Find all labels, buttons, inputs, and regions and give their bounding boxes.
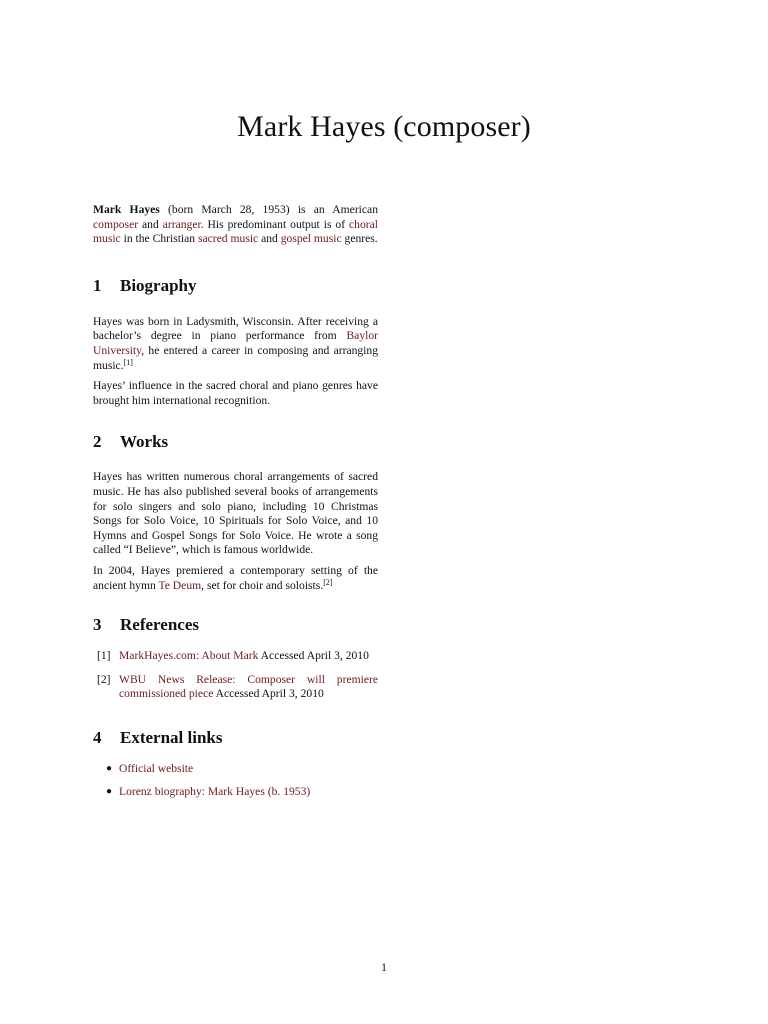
intro-text: genres. [341,232,378,246]
section-title: External links [120,727,223,747]
section-number: 4 [93,727,102,747]
section-heading-external-links [93,728,378,748]
citation-1-link[interactable]: [1] [123,357,133,367]
section-heading-references [93,615,378,635]
section-number: 1 [93,275,102,295]
composer-link[interactable]: composer [93,217,139,231]
subject-name: Mark Hayes [93,203,160,216]
reference-item [93,649,378,664]
official-website-link[interactable]: Official website [119,761,194,775]
section-number: 3 [93,615,102,635]
body-text: , set for choir and soloists. [201,578,324,592]
intro-text: . His predominant output is of [200,217,350,231]
choral-music-link[interactable]: choral music [93,217,378,246]
citation-2-link[interactable]: [2] [323,577,333,587]
reference-number: [2] [97,672,111,686]
biography-paragraph-2: Hayes’ influence in the sacred choral and piano genres have brought him international recognition. [93,379,378,407]
reference-list [93,649,378,702]
page-title: Mark Hayes (composer) [237,110,531,143]
page-number: 1 [381,960,387,974]
intro-paragraph [93,203,378,247]
reference-link[interactable]: WBU News Release: Composer will premiere commissioned piece [119,672,378,701]
intro-text: (born March 28, 1953) is an American [159,203,378,216]
list-item [93,785,378,800]
baylor-university-link[interactable]: Baylor University [93,329,378,357]
reference-link[interactable]: MarkHayes.com: About Mark [119,649,259,663]
intro-text: in the Christian [120,232,198,246]
reference-accessed: Accessed April 3, 2010 [213,687,324,701]
external-links-list [93,762,378,800]
works-paragraph-2 [93,564,378,593]
body-text: , he entered a career in composing and arranging music. [93,343,378,372]
bullet-icon: ● [106,786,113,798]
te-deum-link[interactable]: Te Deum [158,578,202,592]
intro-text: and [258,232,281,246]
section-title: Biography [120,275,197,295]
arranger-link[interactable]: arranger [162,217,201,231]
section-heading-works [93,432,378,452]
sacred-music-link[interactable]: sacred music [198,232,259,246]
lorenz-biography-link[interactable]: Lorenz biography: Mark Hayes (b. 1953) [119,785,311,799]
section-heading-biography [93,276,378,296]
reference-item [93,673,378,702]
bullet-icon: ● [106,762,113,774]
list-item [93,762,378,777]
gospel-music-link[interactable]: gospel music [280,232,342,246]
intro-text: and [138,217,163,231]
section-title: Works [120,432,169,452]
body-text: In 2004, Hayes premiered a contemporary setting of the ancient hymn [93,563,378,592]
article-body [93,203,378,809]
body-text: Hayes was born in Ladysmith, Wisconsin. After receiving a bachelor’s degree in piano performance from [93,314,378,343]
biography-paragraph-1 [93,315,378,373]
reference-number: [1] [97,649,111,663]
reference-accessed: Accessed April 3, 2010 [258,649,369,663]
works-paragraph-1: Hayes has written numerous choral arrangements of sacred music. He has also published several books of arrangements for solo singers and solo piano, including 10 Christmas Songs for Solo Voice, 10 Spirituals for Solo Voice, and 10 Hymns and Gospel Songs for Solo Voice. He wrote a song called “I Believe”, which is famous worldwide. [93,470,378,557]
section-number: 2 [93,432,102,452]
section-title: References [120,615,199,635]
